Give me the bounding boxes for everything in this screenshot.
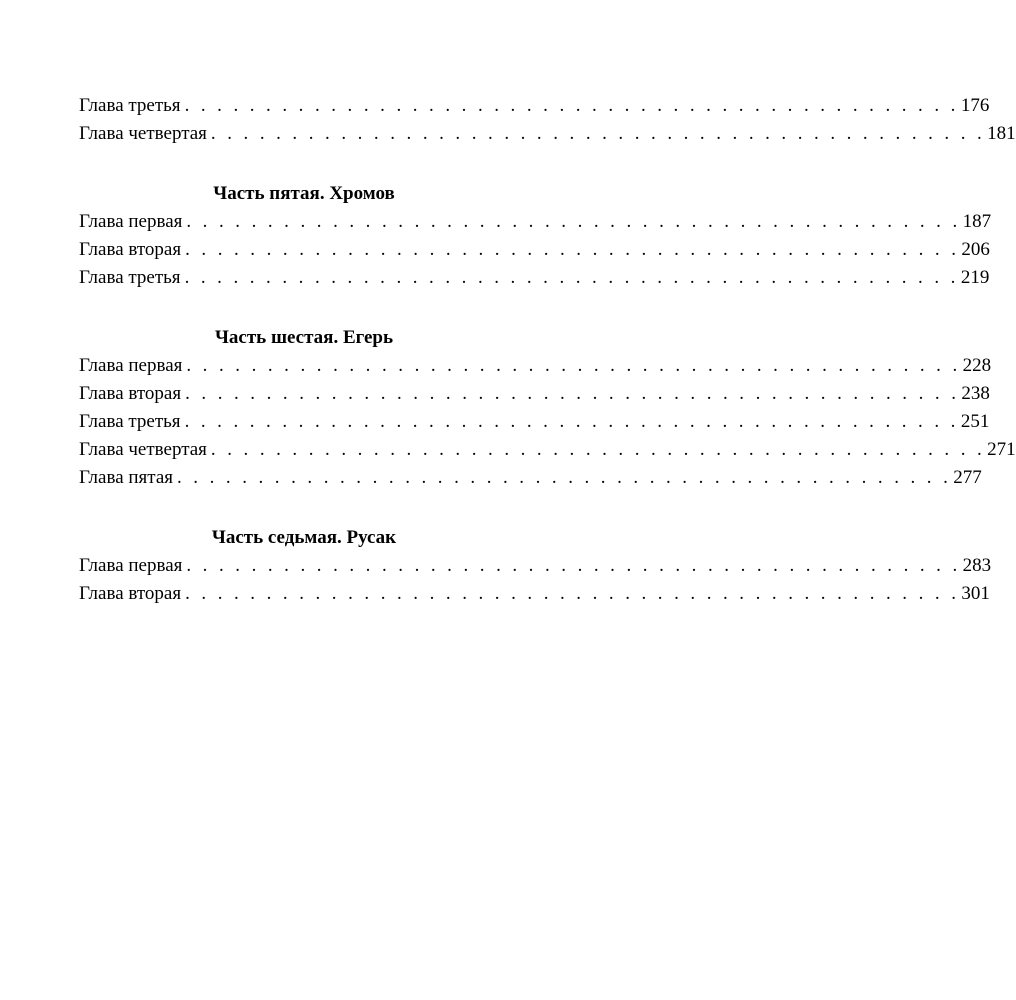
toc-entry <box>79 208 992 236</box>
toc-entry <box>79 264 990 292</box>
toc-page-number: 271 <box>987 439 1016 460</box>
toc-leader-dots: . . . . . . . . . . . . . . . . . . . . . . . . . . . . . . . . . . . . . . . . . . . . . . . . <box>177 467 952 488</box>
toc-leader-dots: . . . . . . . . . . . . . . . . . . . . . . . . . . . . . . . . . . . . . . . . . . . . . . . . <box>210 123 986 144</box>
toc-page-number: 277 <box>953 467 982 488</box>
toc-entry-title: Глава вторая <box>79 239 182 260</box>
toc-entry <box>79 552 992 580</box>
toc-entry-title: Глава четвертая <box>79 123 207 144</box>
toc-page-number: 219 <box>960 267 990 288</box>
toc-entry-title: Глава вторая <box>79 583 182 604</box>
part-heading: Часть седьмая. Русак <box>211 527 397 548</box>
toc-entry-title: Глава четвертая <box>79 439 207 460</box>
toc-entry <box>79 236 990 264</box>
toc-page-number: 176 <box>960 95 990 116</box>
toc-leader-dots: . . . . . . . . . . . . . . . . . . . . . . . . . . . . . . . . . . . . . . . . . . . . . . . . <box>184 95 959 116</box>
toc-leader-dots: . . . . . . . . . . . . . . . . . . . . . . . . . . . . . . . . . . . . . . . . . . . . . . . . <box>210 439 986 460</box>
toc-leader-dots: . . . . . . . . . . . . . . . . . . . . . . . . . . . . . . . . . . . . . . . . . . . . . . . . <box>186 355 961 376</box>
toc-page-number: 181 <box>987 123 1016 144</box>
toc-entry <box>79 120 1016 148</box>
toc-entry <box>79 436 1016 464</box>
table-of-contents <box>79 92 1016 608</box>
toc-page-number: 301 <box>961 583 990 604</box>
toc-entry-title: Глава третья <box>79 95 181 116</box>
toc-leader-dots: . . . . . . . . . . . . . . . . . . . . . . . . . . . . . . . . . . . . . . . . . . . . . . . . <box>184 267 959 288</box>
toc-entry-title: Глава первая <box>79 211 183 232</box>
toc-leader-dots: . . . . . . . . . . . . . . . . . . . . . . . . . . . . . . . . . . . . . . . . . . . . . . . . <box>186 555 961 576</box>
toc-entry <box>79 380 990 408</box>
toc-entry <box>79 92 990 120</box>
toc-entry <box>79 408 990 436</box>
toc-entry-title: Глава первая <box>79 355 183 376</box>
toc-page-number: 283 <box>962 555 992 576</box>
toc-page-number: 206 <box>961 239 990 260</box>
toc-page-number: 238 <box>961 383 990 404</box>
toc-entry <box>79 580 990 608</box>
toc-leader-dots: . . . . . . . . . . . . . . . . . . . . . . . . . . . . . . . . . . . . . . . . . . . . . . . . <box>186 211 961 232</box>
toc-entry <box>79 352 992 380</box>
toc-entry-title: Глава пятая <box>79 467 173 488</box>
toc-leader-dots: . . . . . . . . . . . . . . . . . . . . . . . . . . . . . . . . . . . . . . . . . . . . . . . . <box>185 583 960 604</box>
toc-leader-dots: . . . . . . . . . . . . . . . . . . . . . . . . . . . . . . . . . . . . . . . . . . . . . . . . <box>185 239 960 260</box>
toc-page-number: 228 <box>962 355 992 376</box>
toc-page-number: 251 <box>960 411 990 432</box>
toc-page-number: 187 <box>962 211 992 232</box>
toc-entry-title: Глава первая <box>79 555 183 576</box>
part-heading: Часть шестая. Егерь <box>214 327 394 348</box>
toc-entry-title: Глава вторая <box>79 383 182 404</box>
part-heading: Часть пятая. Хромов <box>213 183 395 204</box>
toc-entry-title: Глава третья <box>79 267 181 288</box>
toc-leader-dots: . . . . . . . . . . . . . . . . . . . . . . . . . . . . . . . . . . . . . . . . . . . . . . . . <box>185 383 960 404</box>
toc-entry <box>79 464 982 492</box>
toc-entry-title: Глава третья <box>79 411 181 432</box>
toc-leader-dots: . . . . . . . . . . . . . . . . . . . . . . . . . . . . . . . . . . . . . . . . . . . . . . . . <box>184 411 959 432</box>
